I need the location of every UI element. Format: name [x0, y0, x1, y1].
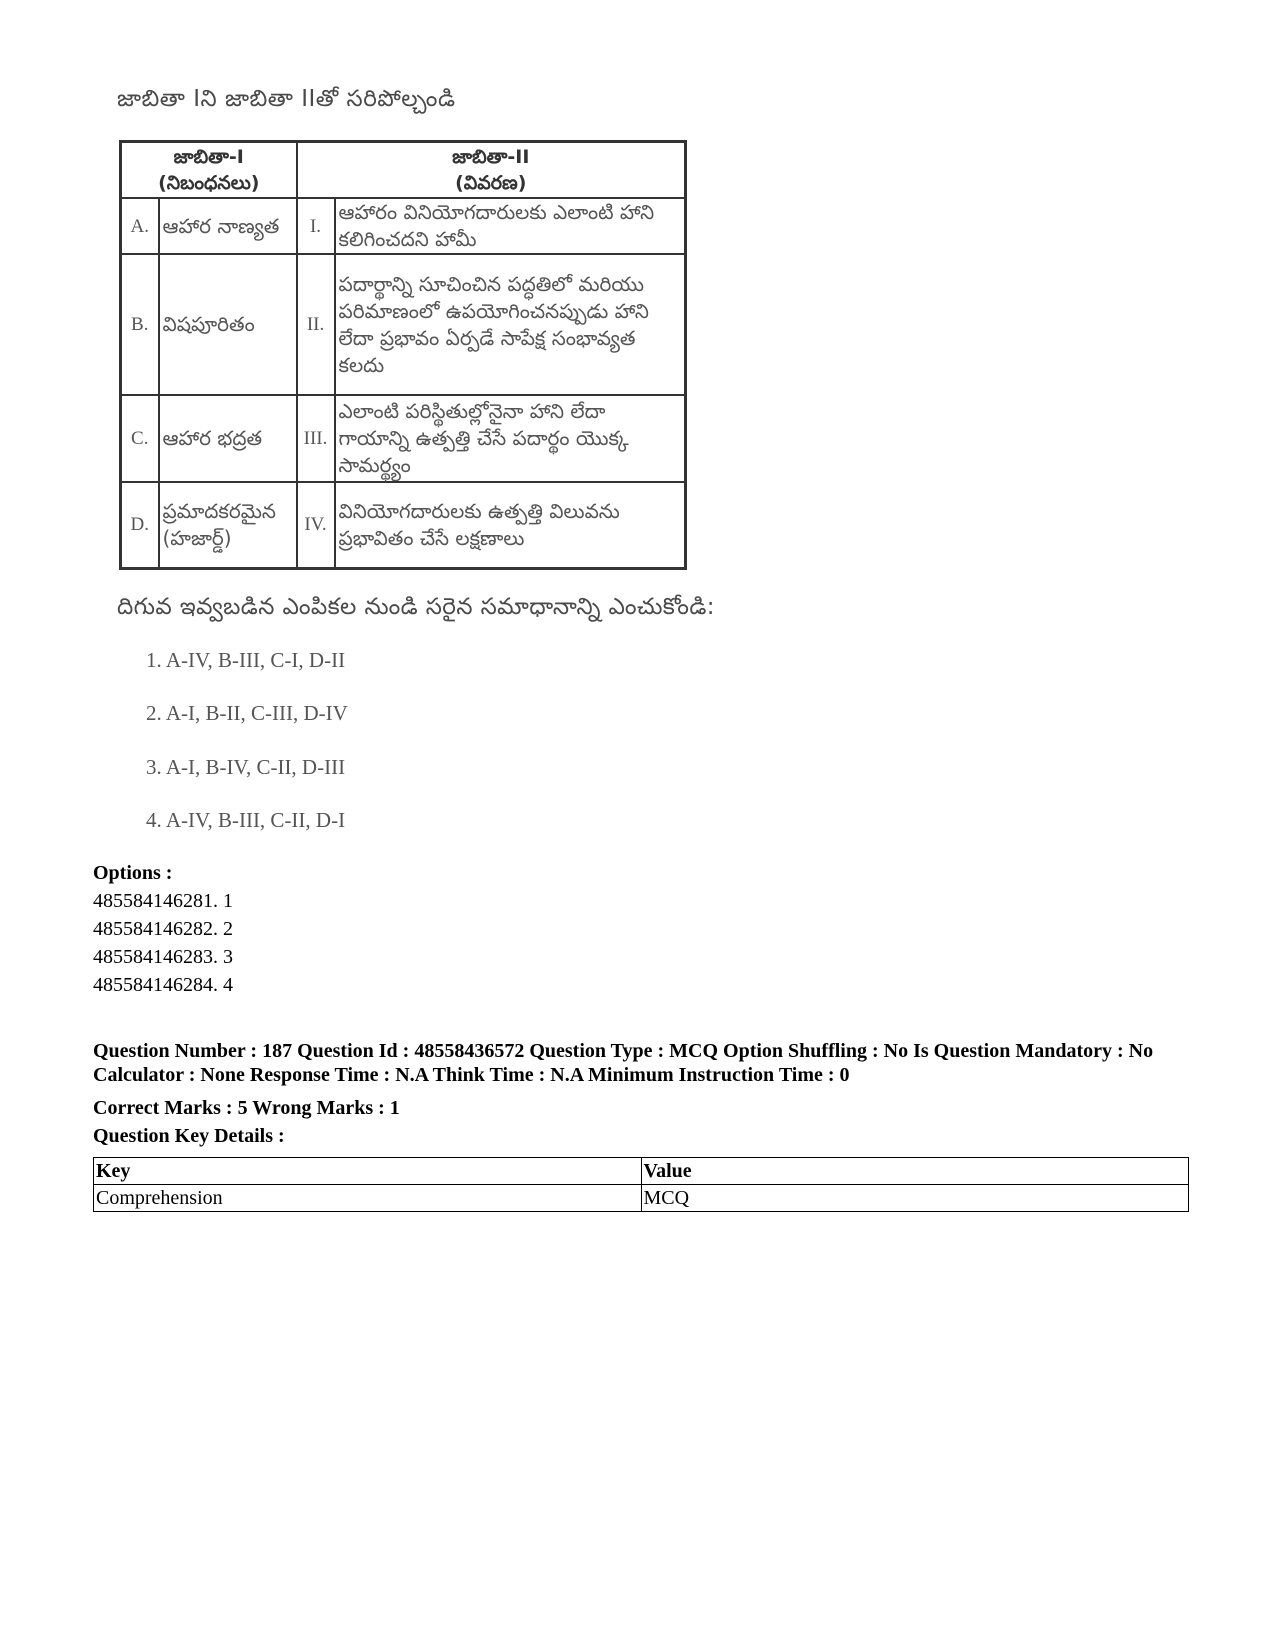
table-row — [121, 198, 686, 254]
description-cell: ఎలాంటి పరిస్థితుల్లోనైనా హాని లేదా గాయాన్ని ఉత్పత్తి చేసే పదార్థం యొక్క సామర్థ్యం — [335, 395, 686, 482]
options-label: Options : — [93, 862, 173, 884]
list2-header — [297, 142, 686, 198]
choose-instruction: దిగువ ఇవ్వబడిన ఎంపికల నుండి సరైన సమాధానాన్ని ఎంచుకోండి: — [117, 594, 715, 620]
list2-title: జాబితా-II — [452, 145, 530, 168]
term-cell: ఆహార నాణ్యత — [159, 198, 297, 254]
answer-choice-2: 2. A-I, B-II, C-III, D-IV — [146, 701, 348, 725]
row-label: B. — [121, 254, 159, 395]
option-item-4: 485584146284. 4 — [93, 974, 233, 996]
key-details-label: Question Key Details : — [93, 1125, 285, 1147]
table-row — [121, 254, 686, 395]
option-item-2: 485584146282. 2 — [93, 918, 233, 940]
list1-subtitle: (నిబంధనలు) — [158, 171, 260, 194]
list2-subtitle: (వివరణ) — [455, 171, 527, 194]
row-label: I. — [297, 198, 335, 254]
key-column-header: Key — [94, 1158, 642, 1185]
match-table-header — [121, 142, 686, 198]
row-label: D. — [121, 482, 159, 569]
value-column-header: Value — [641, 1158, 1189, 1185]
row-label: A. — [121, 198, 159, 254]
answer-choice-3: 3. A-I, B-IV, C-II, D-III — [146, 755, 346, 779]
question-meta: Question Number : 187 Question Id : 48558436572 Question Type : MCQ Option Shuffling : No Is Question Mandatory : No Calculator : None Response Time : N.A Think Time : N.A Minimum Instruction Time : 0 — [93, 1040, 1154, 1086]
table-row — [121, 395, 686, 482]
answer-choice-1: 1. A-IV, B-III, C-I, D-II — [146, 648, 346, 672]
term-cell: ప్రమాదకరమైన (హజార్డ్) — [159, 482, 297, 569]
row-label: IV. — [297, 482, 335, 569]
term-cell: ఆహార భద్రత — [159, 395, 297, 482]
row-label: III. — [297, 395, 335, 482]
match-table — [119, 140, 687, 570]
description-cell: వినియోగదారులకు ఉత్పత్తి విలువను ప్రభావితం చేసే లక్షణాలు — [335, 482, 686, 569]
answer-choice-4: 4. A-IV, B-III, C-II, D-I — [146, 808, 346, 832]
key-table-header — [94, 1158, 1189, 1185]
option-item-3: 485584146283. 3 — [93, 946, 233, 968]
key-details-table — [93, 1157, 1189, 1212]
description-cell: పదార్థాన్ని సూచించిన పద్ధతిలో మరియు పరిమాణంలో ఉపయోగించనప్పుడు హాని లేదా ప్రభావం ఏర్పడే సాపేక్ష సంభావ్యత కలదు — [335, 254, 686, 395]
table-row — [121, 482, 686, 569]
table-row — [94, 1185, 1189, 1212]
row-label: C. — [121, 395, 159, 482]
value-cell: MCQ — [641, 1185, 1189, 1212]
list1-header — [121, 142, 297, 198]
term-cell: విషపూరితం — [159, 254, 297, 395]
marks-line: Correct Marks : 5 Wrong Marks : 1 — [93, 1097, 400, 1119]
key-cell: Comprehension — [94, 1185, 642, 1212]
list1-title: జాబితా-I — [173, 145, 244, 168]
question-instruction: జాబితా Iని జాబితా IIతో సరిపోల్చండి — [117, 86, 456, 112]
option-item-1: 485584146281. 1 — [93, 890, 233, 912]
row-label: II. — [297, 254, 335, 395]
description-cell: ఆహారం వినియోగదారులకు ఎలాంటి హాని కలిగించదని హామీ — [335, 198, 686, 254]
